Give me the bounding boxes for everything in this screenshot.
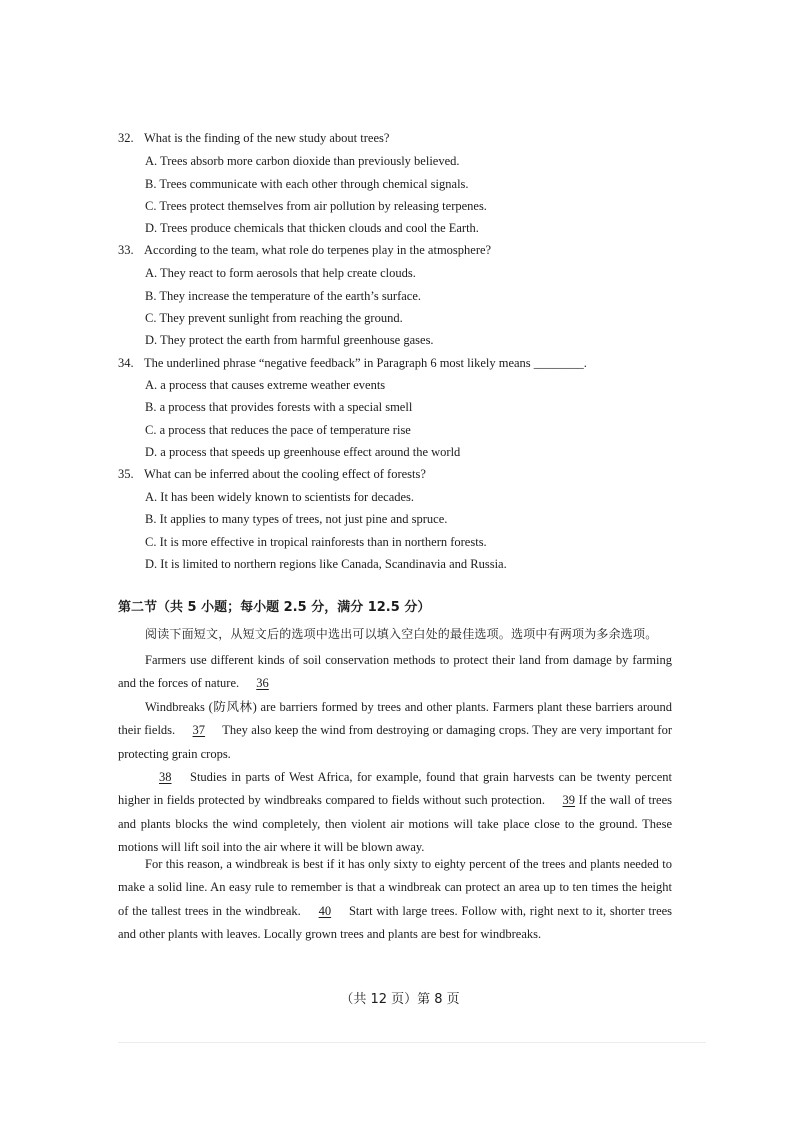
section-instruction: 阅读下面短文，从短文后的选项中选出可以填入空白处的最佳选项。选项中有两项为多余选项。	[145, 627, 658, 641]
question-33	[118, 242, 678, 258]
paragraph-text: If the wall of trees and plants blocks the wind completely, then violent air motions will take place close to the ground. These motions will lift soil into the air where it will be blown away.	[118, 793, 673, 855]
question-number: 32.	[118, 131, 134, 145]
blank-39	[549, 789, 576, 812]
option-32-c: C. Trees protect themselves from air pollution by releasing terpenes.	[145, 199, 487, 213]
option-35-b: B. It applies to many types of trees, not just pine and spruce.	[145, 512, 448, 526]
option-32-a: A. Trees absorb more carbon dioxide than previously believed.	[145, 154, 460, 168]
passage-paragraph-3	[118, 766, 672, 860]
question-number: 33.	[118, 243, 134, 257]
blank-40	[305, 900, 346, 923]
blank-number: 37	[192, 723, 206, 738]
blank-number: 38	[159, 770, 172, 784]
paragraph-text: They also keep the wind from destroying or damaging crops. They are very important for protecting grain crops.	[118, 723, 673, 761]
scan-divider	[118, 1042, 706, 1043]
passage-paragraph-2	[118, 696, 672, 766]
option-34-d: D. a process that speeds up greenhouse effect around the world	[145, 445, 461, 459]
option-32-b: B. Trees communicate with each other through chemical signals.	[145, 177, 469, 191]
question-number: 35.	[118, 467, 134, 481]
option-33-b: B. They increase the temperature of the earth’s surface.	[145, 289, 422, 303]
question-number: 34.	[118, 356, 134, 370]
blank-36	[242, 672, 283, 695]
question-34	[118, 355, 678, 371]
option-32-d: D. Trees produce chemicals that thicken clouds and cool the Earth.	[145, 221, 479, 235]
paragraph-text: Windbreaks (防风林) are barriers formed by trees and other plants. Farmers plant these barriers around their fields.	[118, 700, 672, 738]
paragraph-text: Farmers use different kinds of soil conservation methods to protect their land from damage by farming and the forces of nature.	[118, 653, 672, 691]
blank-37	[179, 719, 220, 742]
passage-paragraph-1	[118, 649, 672, 696]
blank-38	[145, 766, 186, 789]
option-34-c: C. a process that reduces the pace of temperature rise	[145, 423, 411, 437]
paragraph-text: For this reason, a windbreak is best if it has only sixty to eighty percent of the trees and plants needed to make a solid line. An easy rule to remember is that a windbreak can protect an area up to ten times the height of the tallest trees in the windbreak.	[118, 857, 672, 918]
blank-number: 39	[562, 793, 576, 808]
question-32	[118, 130, 678, 146]
question-stem: The underlined phrase “negative feedback” in Paragraph 6 most likely means ________.	[144, 356, 587, 370]
page-number-footer: （共 12 页）第 8 页	[340, 992, 460, 1007]
option-34-a: A. a process that causes extreme weather events	[145, 378, 386, 392]
option-35-d: D. It is limited to northern regions like Canada, Scandinavia and Russia.	[145, 557, 507, 571]
section-heading	[118, 599, 430, 617]
blank-number: 36	[256, 676, 269, 691]
section-score-detail: （共 5 小题；每小题 2.5 分，满分 12.5 分）	[157, 600, 431, 615]
question-stem: What is the finding of the new study about trees?	[144, 131, 390, 145]
option-35-a: A. It has been widely known to scientists for decades.	[145, 490, 415, 504]
paragraph-text: Start with large trees. Follow with, right next to it, shorter trees and other plants with leaves. Locally grown trees and plants are best for windbreaks.	[118, 903, 673, 942]
option-35-c: C. It is more effective in tropical rainforests than in northern forests.	[145, 535, 487, 549]
question-35	[118, 466, 678, 482]
option-33-d: D. They protect the earth from harmful greenhouse gases.	[145, 333, 434, 347]
option-34-b: B. a process that provides forests with a special smell	[145, 400, 413, 414]
blank-number: 40	[318, 903, 332, 918]
option-33-a: A. They react to form aerosols that help create clouds.	[145, 266, 416, 280]
question-stem: What can be inferred about the cooling effect of forests?	[144, 467, 426, 481]
option-33-c: C. They prevent sunlight from reaching the ground.	[145, 311, 403, 325]
section-title: 第二节	[118, 600, 158, 615]
paragraph-text: Studies in parts of West Africa, for example, found that grain harvests can be twenty percent higher in fields protected by windbreaks compared to fields without such protection.	[118, 770, 673, 808]
question-stem: According to the team, what role do terpenes play in the atmosphere?	[144, 243, 492, 257]
passage-paragraph-4	[118, 853, 672, 947]
